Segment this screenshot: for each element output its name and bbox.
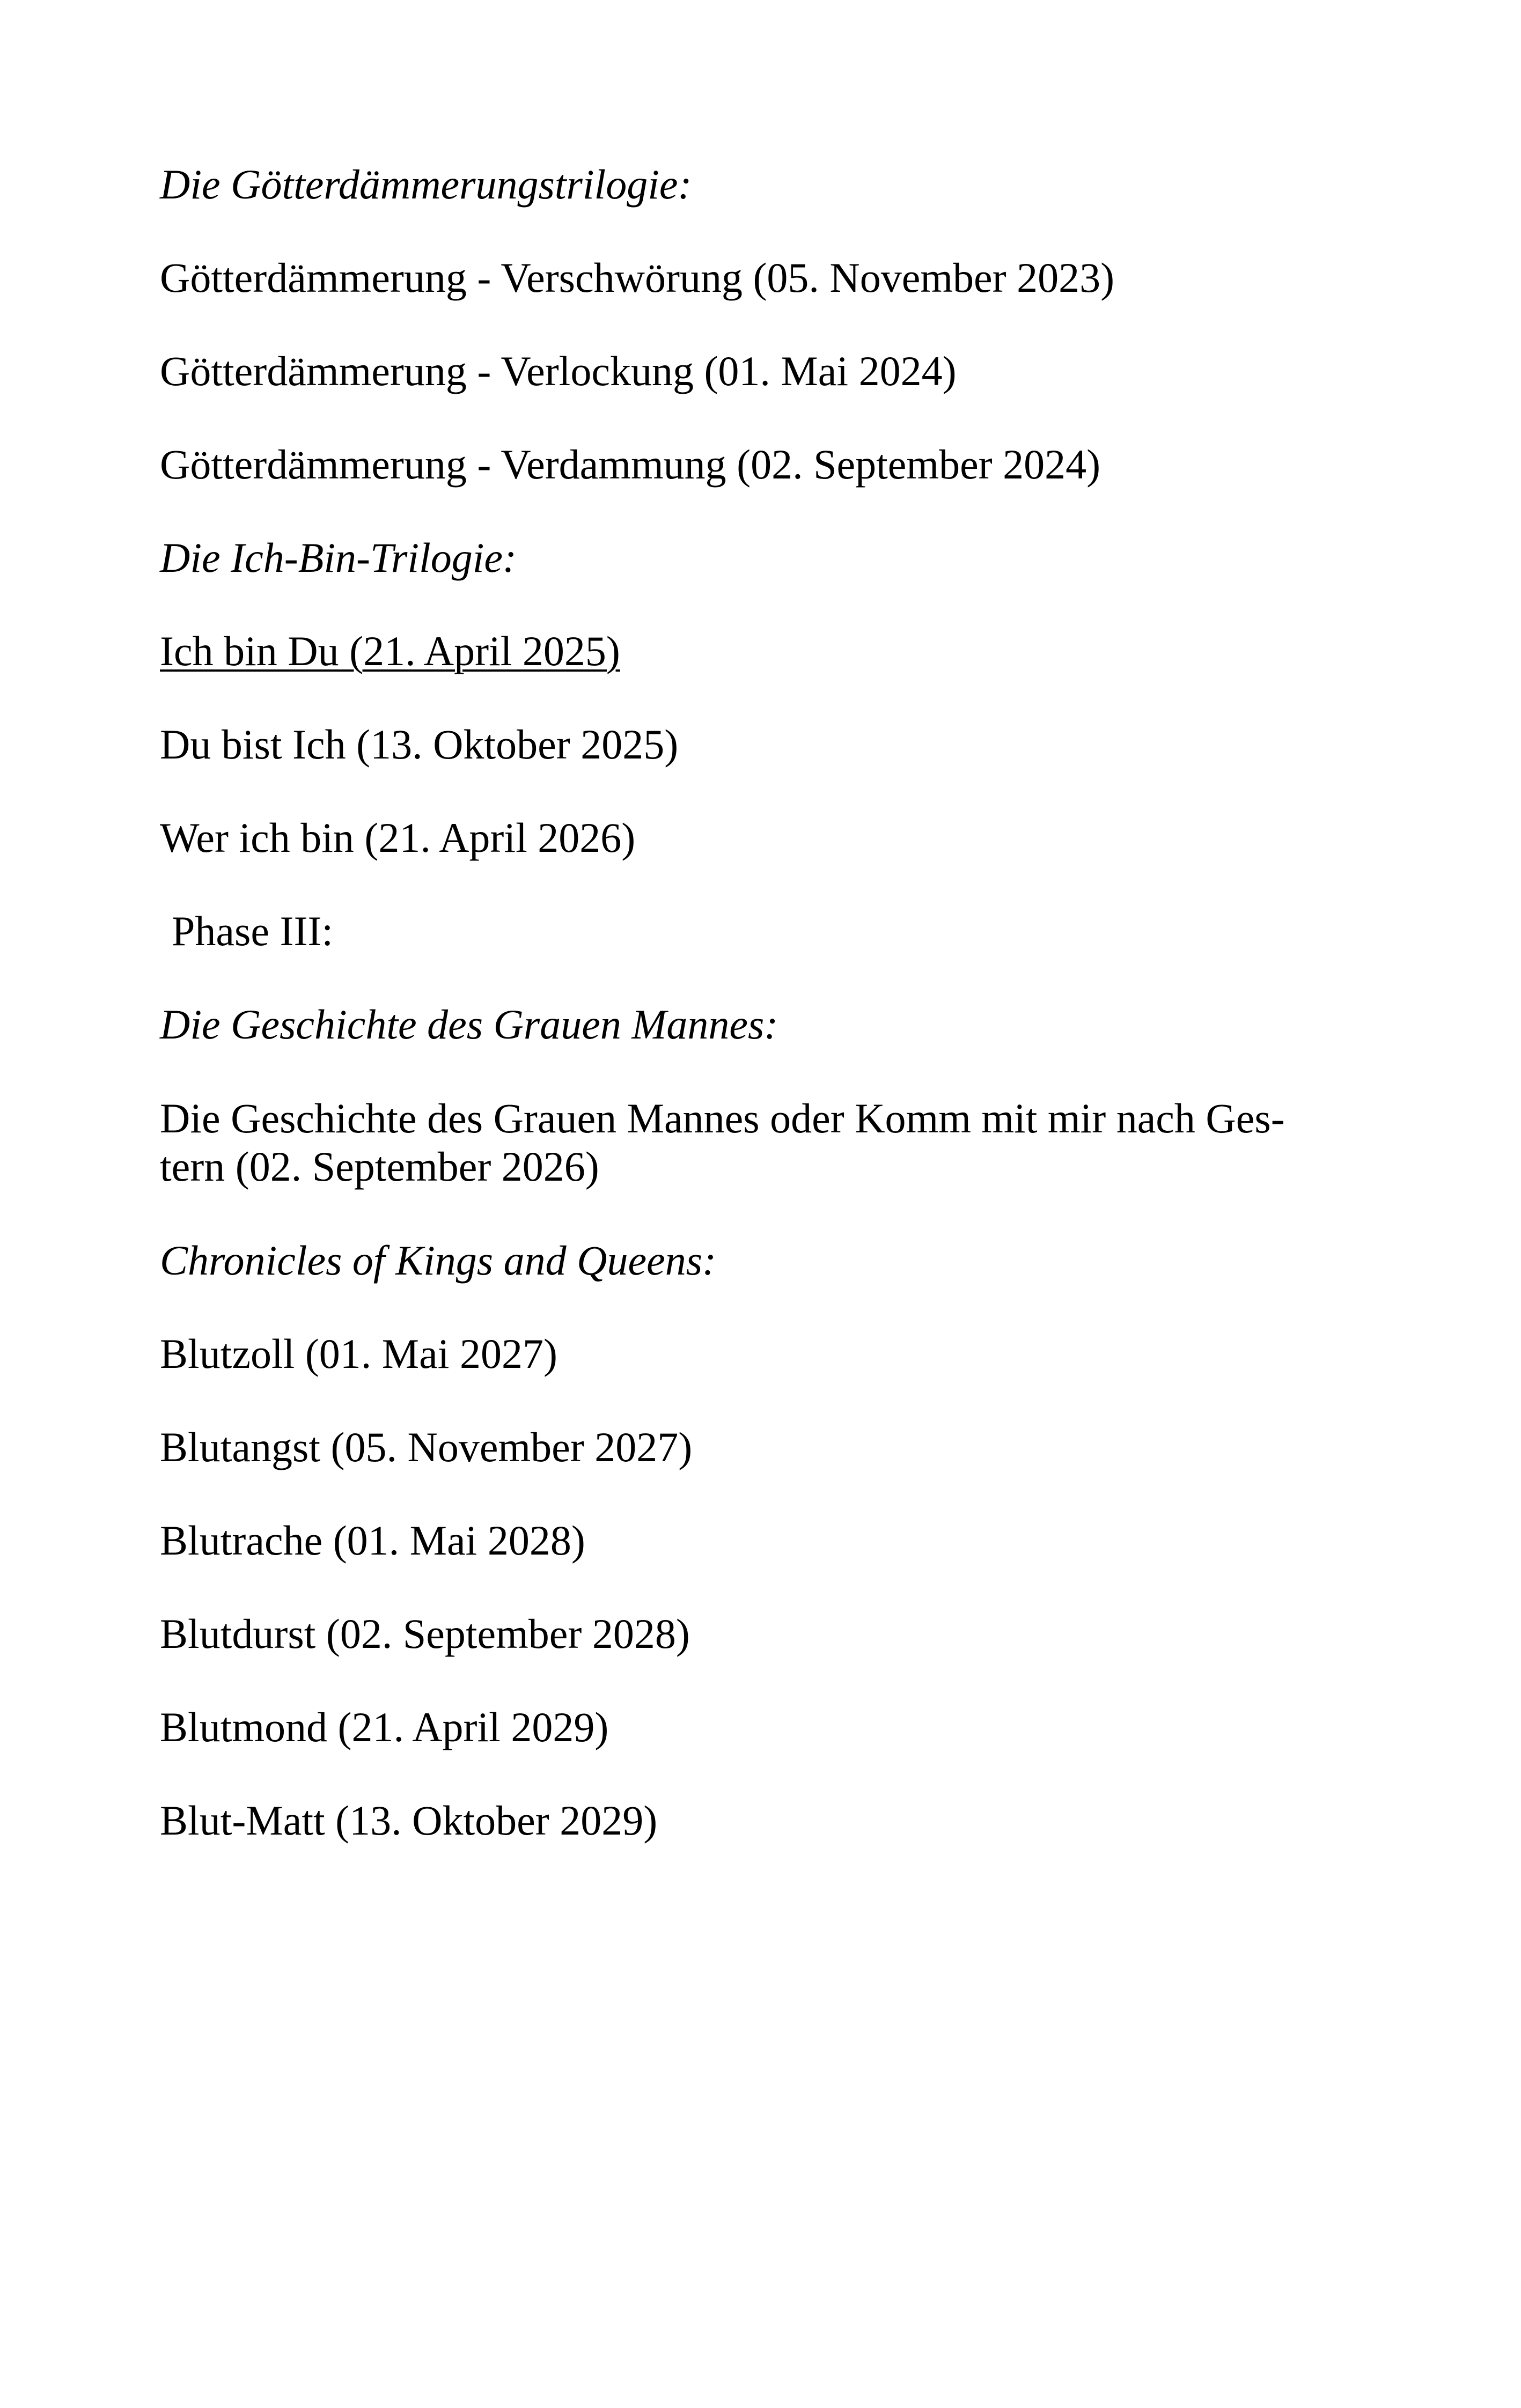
book-title-grauer-mann-line-1: Die Geschichte des Grauen Mannes oder Komm mit mir nach Ges- — [160, 1095, 1285, 1142]
book-list-page — [160, 161, 1329, 1890]
book-title-grauer-mann-line-2: tern (02. September 2026) — [160, 1143, 599, 1190]
book-title-blutmond: Blutmond (21. April 2029) — [160, 1704, 609, 1750]
book-link-ich-bin-du[interactable]: Ich bin Du (21. April 2025) — [160, 628, 620, 674]
book-title-verschwoerung: Götterdämmerung - Verschwörung (05. November 2023) — [160, 254, 1115, 301]
series-heading-grauer-mann: Die Geschichte des Grauen Mannes: — [160, 1001, 778, 1048]
book-title-blutdurst: Blutdurst (02. September 2028) — [160, 1610, 690, 1657]
series-heading-goetterdaemmerung: Die Götterdämmerungstrilogie: — [160, 161, 692, 208]
book-title-blutangst: Blutangst (05. November 2027) — [160, 1424, 693, 1470]
series-heading-chronicles: Chronicles of Kings and Queens: — [160, 1237, 717, 1284]
book-title-grauer-mann — [160, 1094, 1329, 1191]
series-heading-ich-bin: Die Ich-Bin-Trilogie: — [160, 534, 517, 581]
book-title-blut-matt: Blut-Matt (13. Oktober 2029) — [160, 1797, 658, 1844]
book-title-blutrache: Blutrache (01. Mai 2028) — [160, 1517, 585, 1564]
book-title-verdammung: Götterdämmerung - Verdammung (02. September 2024) — [160, 441, 1101, 488]
book-item-ich-bin-du — [160, 628, 1329, 675]
book-title-du-bist-ich: Du bist Ich (13. Oktober 2025) — [160, 721, 679, 768]
phase-label: Phase III: — [172, 908, 334, 954]
book-title-wer-ich-bin: Wer ich bin (21. April 2026) — [160, 814, 636, 861]
book-title-blutzoll: Blutzoll (01. Mai 2027) — [160, 1330, 557, 1377]
book-title-verlockung: Götterdämmerung - Verlockung (01. Mai 2024) — [160, 348, 957, 394]
